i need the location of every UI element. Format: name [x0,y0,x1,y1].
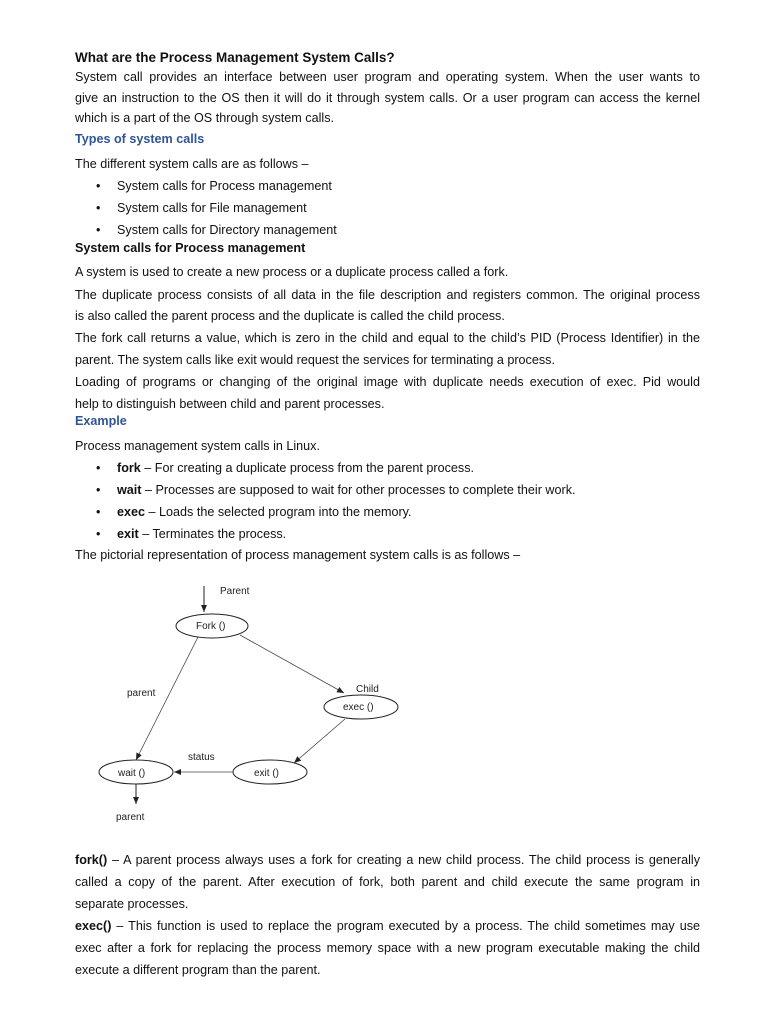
pm-line-1: A system is used to create a new process or a duplicate process called a fork. [75,265,509,279]
arrow-exec-to-exit [294,719,345,763]
exec-node-label: exec () [343,702,374,713]
bullet-icon: • [96,461,101,475]
bullet-icon: • [96,223,101,237]
types-item: System calls for Process management [117,179,332,193]
example-item: fork – For creating a duplicate process from the parent process. [117,461,474,475]
fork-desc-line-1: fork() – A parent process always uses a fork for creating a new child process. The child process is generally [75,853,700,867]
pm-line-3: is also called the parent process and the duplicate is called the child process. [75,309,505,323]
diagram-child-label: Child [356,684,379,695]
bullet-icon: • [96,505,101,519]
pm-line-5: parent. The system calls like exit would request the services for terminating a process. [75,353,555,367]
example-item: wait – Processes are supposed to wait for other processes to complete their work. [117,483,576,497]
intro-line-1: System call provides an interface between user program and operating system. When the user wants to [75,70,700,84]
types-item: System calls for Directory management [117,223,337,237]
fork-desc-line-2: called a copy of the parent. After execution of fork, both parent and child execute the same program in [75,875,700,889]
types-heading: Types of system calls [75,132,205,146]
intro-line-3: which is a part of the OS through system calls. [75,111,334,125]
bullet-icon: • [96,527,101,541]
process-diagram [0,575,768,835]
diagram-status-label: status [188,752,215,763]
types-item: System calls for File management [117,201,307,215]
types-lead: The different system calls are as follows – [75,157,309,171]
pictorial-lead: The pictorial representation of process management system calls is as follows – [75,548,521,562]
exec-desc-line-1: exec() – This function is used to replace the program executed by a process. The child sometimes may use [75,919,700,933]
example-item: exec – Loads the selected program into the memory. [117,505,412,519]
example-heading: Example [75,414,127,428]
diagram-parent-top: Parent [220,586,250,597]
arrow-fork-to-exec [240,635,344,693]
fork-node-label: Fork () [196,621,226,632]
page-title: What are the Process Management System Calls? [75,50,395,65]
pm-line-4: The fork call returns a value, which is zero in the child and equal to the child’s PID (Process Identifier) in the [75,331,700,345]
pm-line-2: The duplicate process consists of all data in the file description and registers common. The original process [75,288,700,302]
exit-node-label: exit () [254,768,279,779]
bullet-icon: • [96,483,101,497]
fork-desc-line-3: separate processes. [75,897,189,911]
diagram-parent-bottom: parent [116,812,145,823]
wait-node-label: wait () [118,768,146,779]
exec-desc-line-3: execute a different program than the parent. [75,963,321,977]
example-item: exit – Terminates the process. [117,527,287,541]
bullet-icon: • [96,201,101,215]
pm-line-6: Loading of programs or changing of the original image with duplicate needs execution of exec. Pid would [75,375,700,389]
bullet-icon: • [96,179,101,193]
exec-desc-line-2: exec after a fork for replacing the process memory space with a new program executable making the child [75,941,700,955]
diagram-parent-edge-label: parent [127,688,156,699]
example-lead: Process management system calls in Linux. [75,439,320,453]
pm-line-7: help to distinguish between child and parent processes. [75,397,385,411]
pm-heading: System calls for Process management [75,241,306,255]
intro-line-2: give an instruction to the OS then it will do it through system calls. Or a user program can access the kernel [75,91,700,105]
